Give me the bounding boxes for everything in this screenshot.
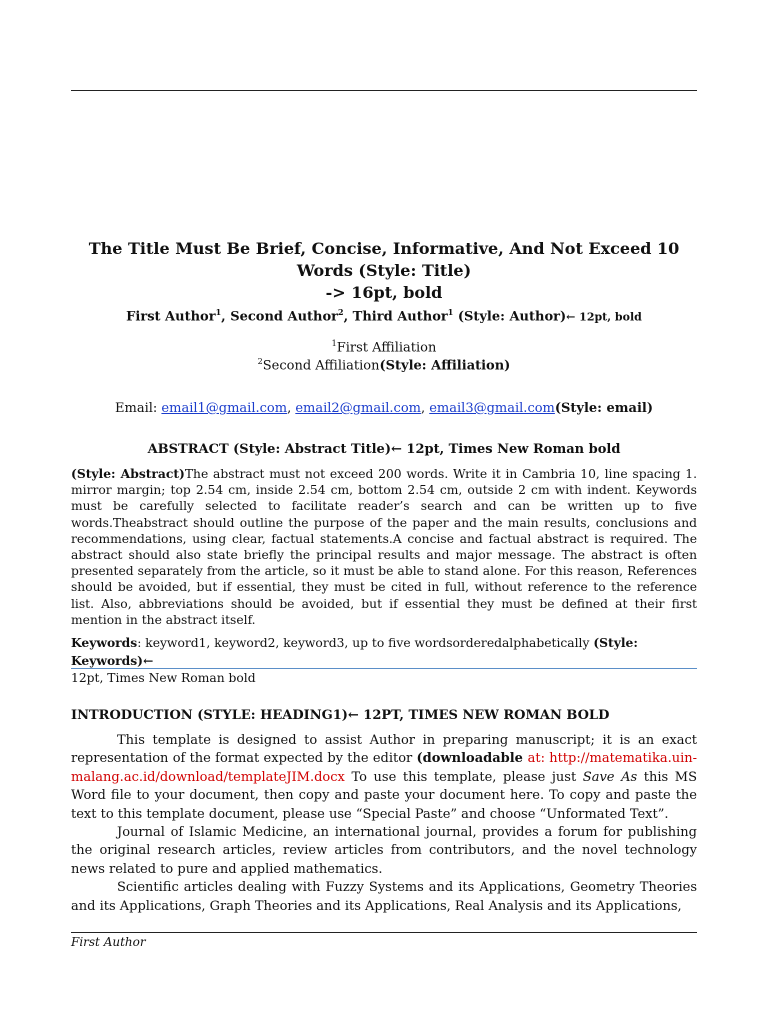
email-link-3[interactable]: email3@gmail.com xyxy=(429,401,555,416)
affiliation-2-text: Second Affiliation xyxy=(262,358,380,374)
author-sep-2: , xyxy=(343,309,353,325)
email-link-1[interactable]: email1@gmail.com xyxy=(161,401,288,416)
email-line xyxy=(60,400,708,418)
header-rule xyxy=(71,90,697,91)
email-sep-1: , xyxy=(287,401,296,416)
author-3: Third Author xyxy=(352,309,448,325)
author-1: First Author xyxy=(126,309,216,325)
affiliation-2-sup: 2 xyxy=(257,357,263,366)
p1-text-d: this MS Word file to your document, then copy and paste your document here. To copy and paste the text to this template document, please use “Special Paste” and choose “Unformated Text”. xyxy=(71,769,697,822)
author-note: ← 12pt, bold xyxy=(566,310,642,324)
author-2: Second Author xyxy=(230,309,339,325)
abstract-body xyxy=(71,466,697,628)
title-line-1: The Title Must Be Brief, Concise, Informative, And Not Exceed 10 Words (Style: Title) xyxy=(88,239,680,280)
paper-title xyxy=(60,238,708,304)
paragraph-1 xyxy=(71,732,697,824)
keywords-note: 12pt, Times New Roman bold xyxy=(71,671,256,685)
email-link-2[interactable]: email2@gmail.com xyxy=(295,401,421,416)
email-style: (Style: email) xyxy=(554,401,653,416)
p1-text-c: To use this template, please just xyxy=(344,769,583,785)
author-3-sup: 1 xyxy=(447,307,454,317)
keywords-line xyxy=(71,634,697,687)
author-1-sup: 1 xyxy=(215,307,222,317)
author-line xyxy=(60,302,708,327)
abstract-text: The abstract must not exceed 200 words. Write it in Cambria 10, line spacing 1. mirror margin; top 2.54 cm, inside 2.54 cm, bottom 2.54 cm, outside 2 cm with indent. Keywords must be carefully selected to facilitate reader’s search and can be written up to five words.Theabstract should outline the purpose of the paper and the main results, conclusions and recommendations, using clear, factual statements.A concise and factual abstract is required. The abstract should also state briefly the principal results and major message. The abstract is often presented separately from the article, so it must be able to stand alone. For this reason, References should be avoided, but if essential, they must be cited in full, without reference to the reference list. Also, abbreviations should be avoided, but if essential they must be defined at their first mention in the abstract itself. xyxy=(71,467,697,627)
introduction-body xyxy=(71,732,697,916)
affiliation-style: (Style: Affiliation) xyxy=(379,358,511,374)
affiliation-2 xyxy=(60,353,708,375)
email-sep-2: , xyxy=(420,401,430,416)
p1-text-b: (downloadable xyxy=(416,751,528,767)
p1-text-a: This template is designed to assist Author in preparing manuscript; it is an exact representation of the format expected by the editor xyxy=(71,733,697,767)
keywords-label: Keywords xyxy=(71,635,138,650)
template-download-link[interactable]: at: http://matematika.uin-malang.ac.id/download/templateJIM.docx xyxy=(71,751,697,785)
abstract-style: (Style: Abstract) xyxy=(71,466,185,481)
footer-rule xyxy=(71,932,697,933)
paragraph-2: Journal of Islamic Medicine, an international journal, provides a forum for publishing the original research articles, review articles from contributors, and the novel technology news related to pure and applied mathematics. xyxy=(71,825,697,877)
keywords-text: : keyword1, keyword2, keyword3, up to five wordsorderedalphabetically xyxy=(137,636,594,650)
abstract-divider xyxy=(71,668,697,669)
author-2-sup: 2 xyxy=(338,307,344,317)
title-line-2: -> 16pt, bold xyxy=(325,283,443,302)
author-style: (Style: Author) xyxy=(453,309,567,325)
footer-author: First Author xyxy=(71,935,146,949)
author-sep-1: , xyxy=(221,309,231,325)
keywords-style: (Style: Keywords)← xyxy=(71,635,638,668)
introduction-heading: INTRODUCTION (STYLE: HEADING1)← 12PT, TIMES NEW ROMAN BOLD xyxy=(71,708,610,723)
abstract-title: ABSTRACT (Style: Abstract Title)← 12pt, Times New Roman bold xyxy=(147,442,621,457)
email-label: Email: xyxy=(115,401,162,416)
affiliation-1-sup: 1 xyxy=(331,339,337,348)
p1-italic: Save As xyxy=(582,769,638,785)
affiliation-1-text: First Affiliation xyxy=(336,340,437,356)
paragraph-3: Scientific articles dealing with Fuzzy Systems and its Applications, Geometry Theories and its Applications, Graph Theories and its Applications, Real Analysis and its Applications, xyxy=(71,880,697,914)
